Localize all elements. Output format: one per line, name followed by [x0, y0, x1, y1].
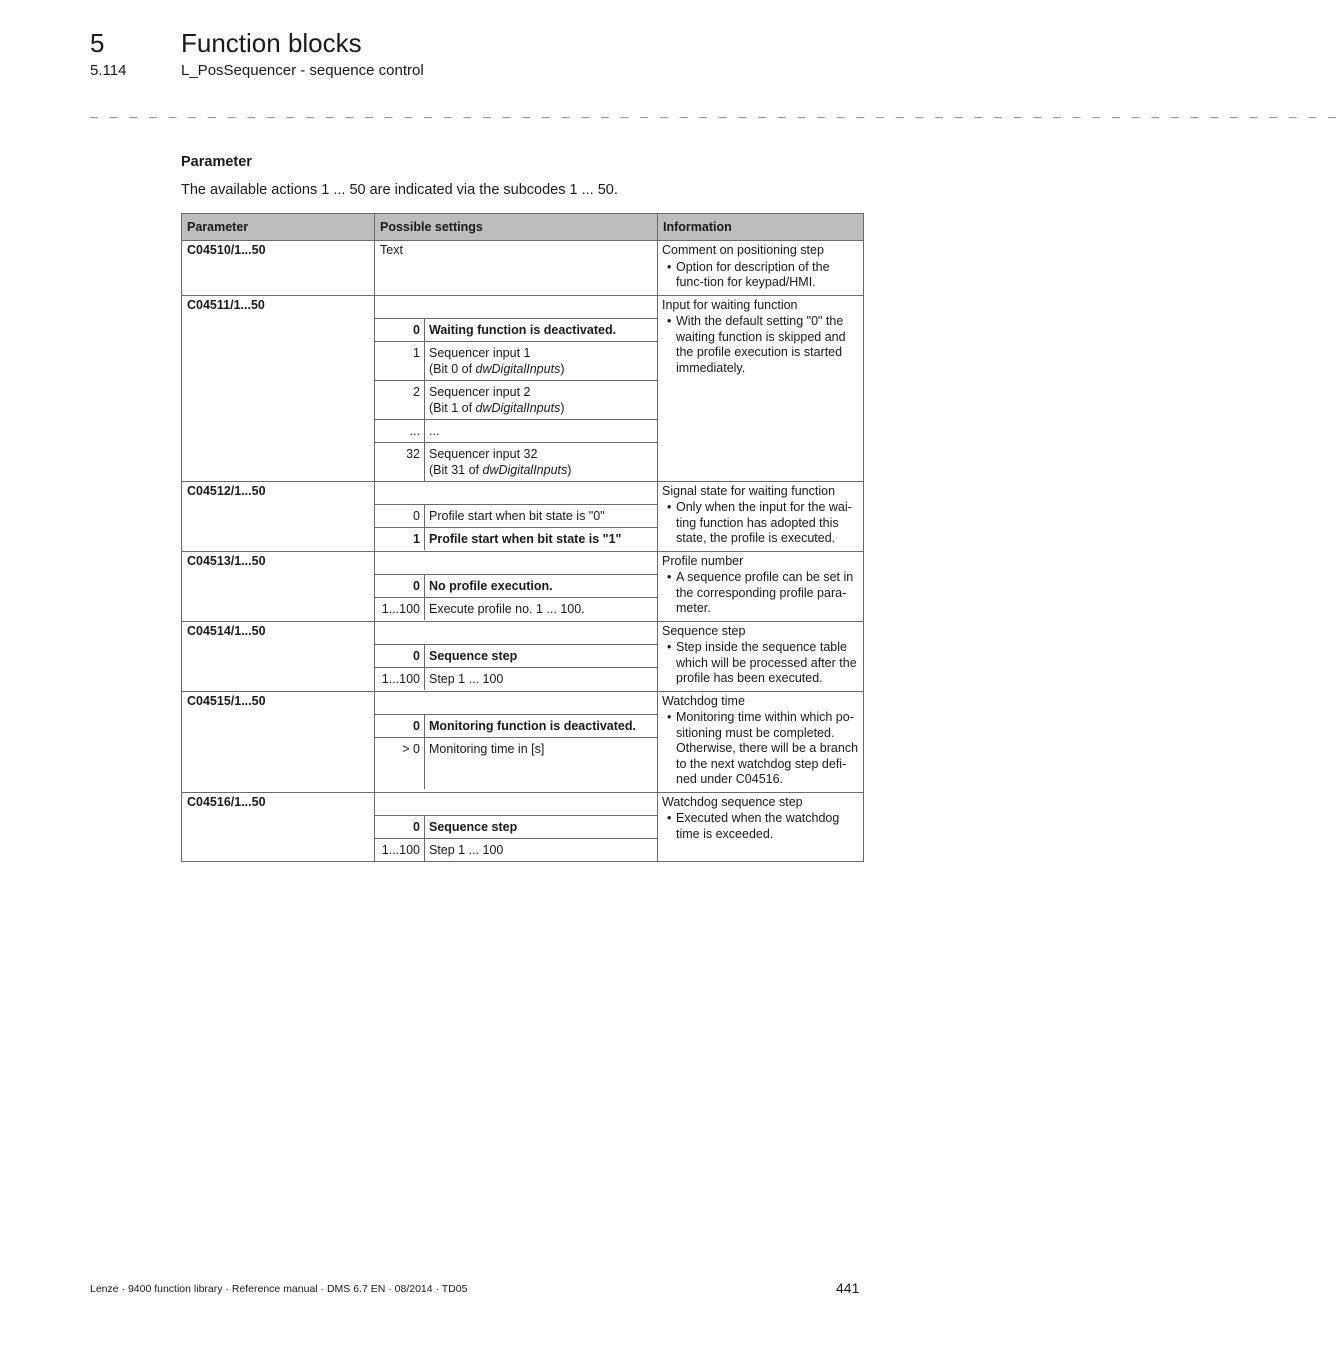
intro-text: The available actions 1 ... 50 are indicated via the subcodes 1 ... 50. — [181, 182, 618, 198]
param-cell — [182, 551, 375, 621]
option-value: 0 — [375, 574, 425, 597]
option-value: > 0 — [375, 737, 425, 789]
info-bullet: • With the default setting "0" the waiting function is skipped and the profile execution is started immediately. — [676, 314, 859, 376]
option-row — [375, 504, 657, 527]
option-value: 1...100 — [375, 597, 425, 620]
option-row — [375, 341, 657, 380]
info-title: Profile number — [662, 553, 744, 568]
option-row — [375, 737, 657, 789]
settings-cell — [375, 551, 658, 621]
settings-cell — [375, 621, 658, 691]
table-header-row — [182, 214, 864, 241]
option-text: Step 1 ... 100 — [425, 667, 658, 690]
settings-cell — [375, 481, 658, 551]
option-row — [375, 838, 657, 861]
footer-text: Lenze · 9400 function library · Reference manual · DMS 6.7 EN · 08/2014 · TD05 — [90, 1283, 468, 1295]
option-value: 1 — [375, 527, 425, 550]
option-text: Sequence step — [425, 815, 658, 838]
param-cell — [182, 792, 375, 861]
option-value: 0 — [375, 318, 425, 341]
table-row — [182, 551, 864, 621]
chapter-number: 5 — [90, 28, 105, 58]
option-row — [375, 442, 657, 481]
option-text: Profile start when bit state is "0" — [425, 504, 658, 527]
param-code: C04513/1...50 — [187, 553, 266, 568]
option-row — [375, 644, 657, 667]
option-row — [375, 597, 657, 620]
info-bullet: • Monitoring time within which po-sitioning must be completed. Otherwise, there will be a branch to the next watchdog step defi-ned under C04516. — [676, 710, 859, 788]
option-text: Sequencer input 2 (Bit 1 of dwDigitalInputs) — [425, 380, 658, 419]
parameter-heading: Parameter — [181, 154, 252, 170]
info-bullet: • Only when the input for the wai-ting function has adopted this state, the profile is executed. — [676, 500, 859, 547]
option-text: Sequencer input 32 (Bit 31 of dwDigitalInputs) — [425, 442, 658, 481]
settings-cell — [375, 241, 658, 296]
settings-cell — [375, 691, 658, 792]
option-text: ... — [425, 419, 658, 442]
info-cell — [658, 621, 864, 691]
section-number: 5.114 — [90, 62, 127, 79]
option-row — [375, 318, 657, 341]
info-title: Watchdog sequence step — [662, 794, 803, 809]
info-cell — [658, 481, 864, 551]
option-value: 0 — [375, 815, 425, 838]
option-row — [375, 815, 657, 838]
table-row — [182, 481, 864, 551]
param-cell — [182, 295, 375, 481]
param-code: C04514/1...50 — [187, 623, 266, 638]
table-row — [182, 621, 864, 691]
param-code: C04512/1...50 — [187, 483, 266, 498]
option-row — [375, 574, 657, 597]
param-cell — [182, 691, 375, 792]
chapter-title: Function blocks — [181, 28, 362, 58]
parameter-table — [181, 213, 864, 862]
param-code: C04516/1...50 — [187, 794, 266, 809]
param-code: C04511/1...50 — [187, 297, 265, 312]
option-value: 1...100 — [375, 838, 425, 861]
settings-cell — [375, 295, 658, 481]
header-possible-settings: Possible settings — [375, 214, 658, 241]
param-cell — [182, 241, 375, 296]
info-title: Signal state for waiting function — [662, 483, 836, 498]
option-text: Sequencer input 1 (Bit 0 of dwDigitalInputs) — [425, 341, 658, 380]
info-cell — [658, 792, 864, 861]
setting-text: Text — [380, 243, 403, 257]
param-code: C04510/1...50 — [187, 243, 266, 257]
option-value: 1...100 — [375, 667, 425, 690]
table-row — [182, 241, 864, 296]
param-cell — [182, 481, 375, 551]
option-value: 2 — [375, 380, 425, 419]
param-code: C04515/1...50 — [187, 693, 266, 708]
info-title: Watchdog time — [662, 693, 745, 708]
option-row — [375, 667, 657, 690]
header-information: Information — [658, 214, 864, 241]
option-value: 0 — [375, 714, 425, 737]
option-value: 0 — [375, 644, 425, 667]
info-cell — [658, 691, 864, 792]
info-bullet: • Executed when the watchdog time is exceeded. — [676, 811, 859, 842]
info-bullet: • Option for description of the func-tion for keypad/HMI. — [676, 260, 859, 291]
option-text: Waiting function is deactivated. — [425, 318, 658, 341]
option-text: Profile start when bit state is "1" — [425, 527, 658, 550]
option-text: Monitoring time in [s] — [425, 737, 658, 789]
info-title: Sequence step — [662, 623, 746, 638]
option-value: 32 — [375, 442, 425, 481]
info-cell — [658, 241, 864, 296]
option-text: Execute profile no. 1 ... 100. — [425, 597, 658, 620]
param-cell — [182, 621, 375, 691]
settings-cell — [375, 792, 658, 861]
table-row — [182, 691, 864, 792]
option-text: Sequence step — [425, 644, 658, 667]
header-parameter: Parameter — [182, 214, 375, 241]
table-row — [182, 792, 864, 861]
option-text: No profile execution. — [425, 574, 658, 597]
option-value: ... — [375, 419, 425, 442]
option-text: Monitoring function is deactivated. — [425, 714, 658, 737]
info-cell — [658, 295, 864, 481]
section-title: L_PosSequencer - sequence control — [181, 62, 424, 79]
option-row — [375, 380, 657, 419]
info-title: Input for waiting function — [662, 297, 798, 312]
option-value: 1 — [375, 341, 425, 380]
option-row — [375, 527, 657, 550]
info-title: Comment on positioning step — [662, 243, 824, 257]
option-text: Step 1 ... 100 — [425, 838, 658, 861]
info-bullet: • A sequence profile can be set in the corresponding profile para-meter. — [676, 570, 859, 617]
info-cell — [658, 551, 864, 621]
page-number: 441 — [836, 1280, 860, 1296]
table-row — [182, 295, 864, 481]
dashed-separator: _ _ _ _ _ _ _ _ _ _ _ _ _ _ _ _ _ _ _ _ _ _ _ _ _ _ _ _ _ _ _ _ _ _ _ _ _ _ _ _ _ _ _ _ _ _ _ _ _ _ _ _ _ _ _ _ _ _ _ _ _ _ _ _ — [90, 104, 1338, 119]
option-value: 0 — [375, 504, 425, 527]
option-row — [375, 419, 657, 442]
option-row — [375, 714, 657, 737]
info-bullet: • Step inside the sequence table which will be processed after the profile has been executed. — [676, 640, 859, 687]
